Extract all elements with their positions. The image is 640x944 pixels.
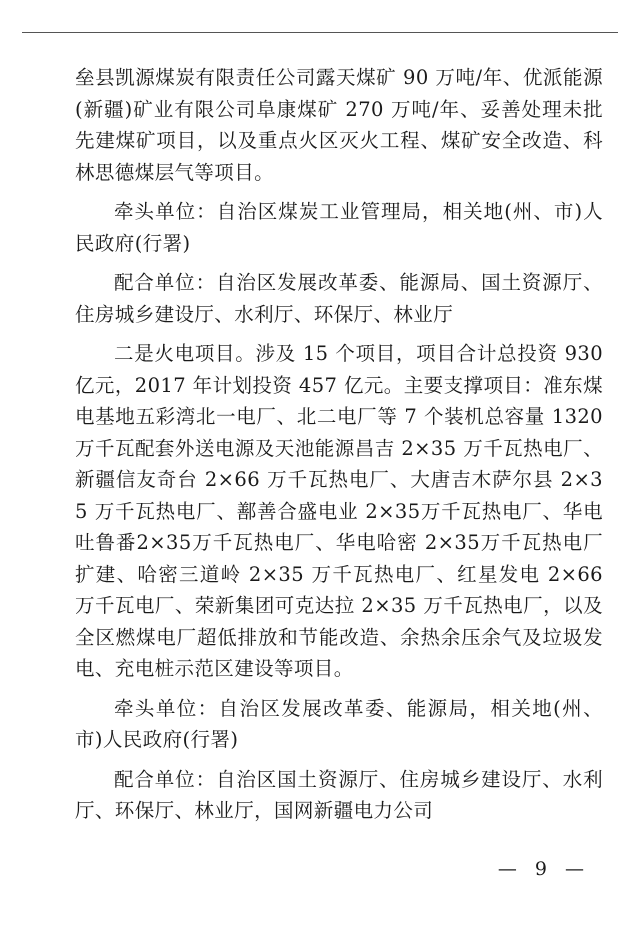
document-body [75, 62, 603, 835]
paragraph-coal-lead-units: 牵头单位：自治区煤炭工业管理局，相关地(州、市)人民政府(行署) [75, 200, 603, 255]
page-number: — 9 — [497, 858, 590, 880]
paragraph-coal-projects-continued: 垒县凯源煤炭有限责任公司露天煤矿 90 万吨/年、优派能源(新疆)矿业有限公司阜康煤矿 270 万吨/年、妥善处理未批先建煤矿项目，以及重点火区灭火工程、煤矿安全改造、科林思德煤层气等项目。 [75, 66, 603, 184]
paragraph-power-lead-units: 牵头单位：自治区发展改革委、能源局，相关地(州、市)人民政府(行署) [75, 696, 603, 751]
paragraph-thermal-power-projects: 二是火电项目。涉及 15 个项目，项目合计总投资 930 亿元，2017 年计划投资 457 亿元。主要支撑项目：准东煤电基地五彩湾北一电厂、北二电厂等 7 个装机总容量 1320 万千瓦配套外送电源及天池能源昌吉 2×35 万千瓦热电厂、新疆信友奇台 2×66 万千瓦热电厂、大唐吉木萨尔县 2×35 万千瓦热电厂、鄯善合盛电业 2×35万千瓦热电厂、华电吐鲁番2×35万千瓦热电厂、华电哈密 2×35万千瓦热电厂扩建、哈密三道岭 2×35 万千瓦热电厂、红星发电 2×66 万千瓦电厂、荣新集团可克达拉 2×35 万千瓦热电厂，以及全区燃煤电厂超低排放和节能改造、余热余压余气及垃圾发电、充电桩示范区建设等项目。 [75, 342, 603, 680]
paragraph-coal-support-units: 配合单位：自治区发展改革委、能源局、国土资源厅、住房城乡建设厅、水利厅、环保厅、林业厅 [75, 271, 603, 326]
header-rule [22, 32, 618, 33]
paragraph-power-support-units: 配合单位：自治区国土资源厅、住房城乡建设厅、水利厅、环保厅、林业厅，国网新疆电力公司 [75, 767, 603, 822]
